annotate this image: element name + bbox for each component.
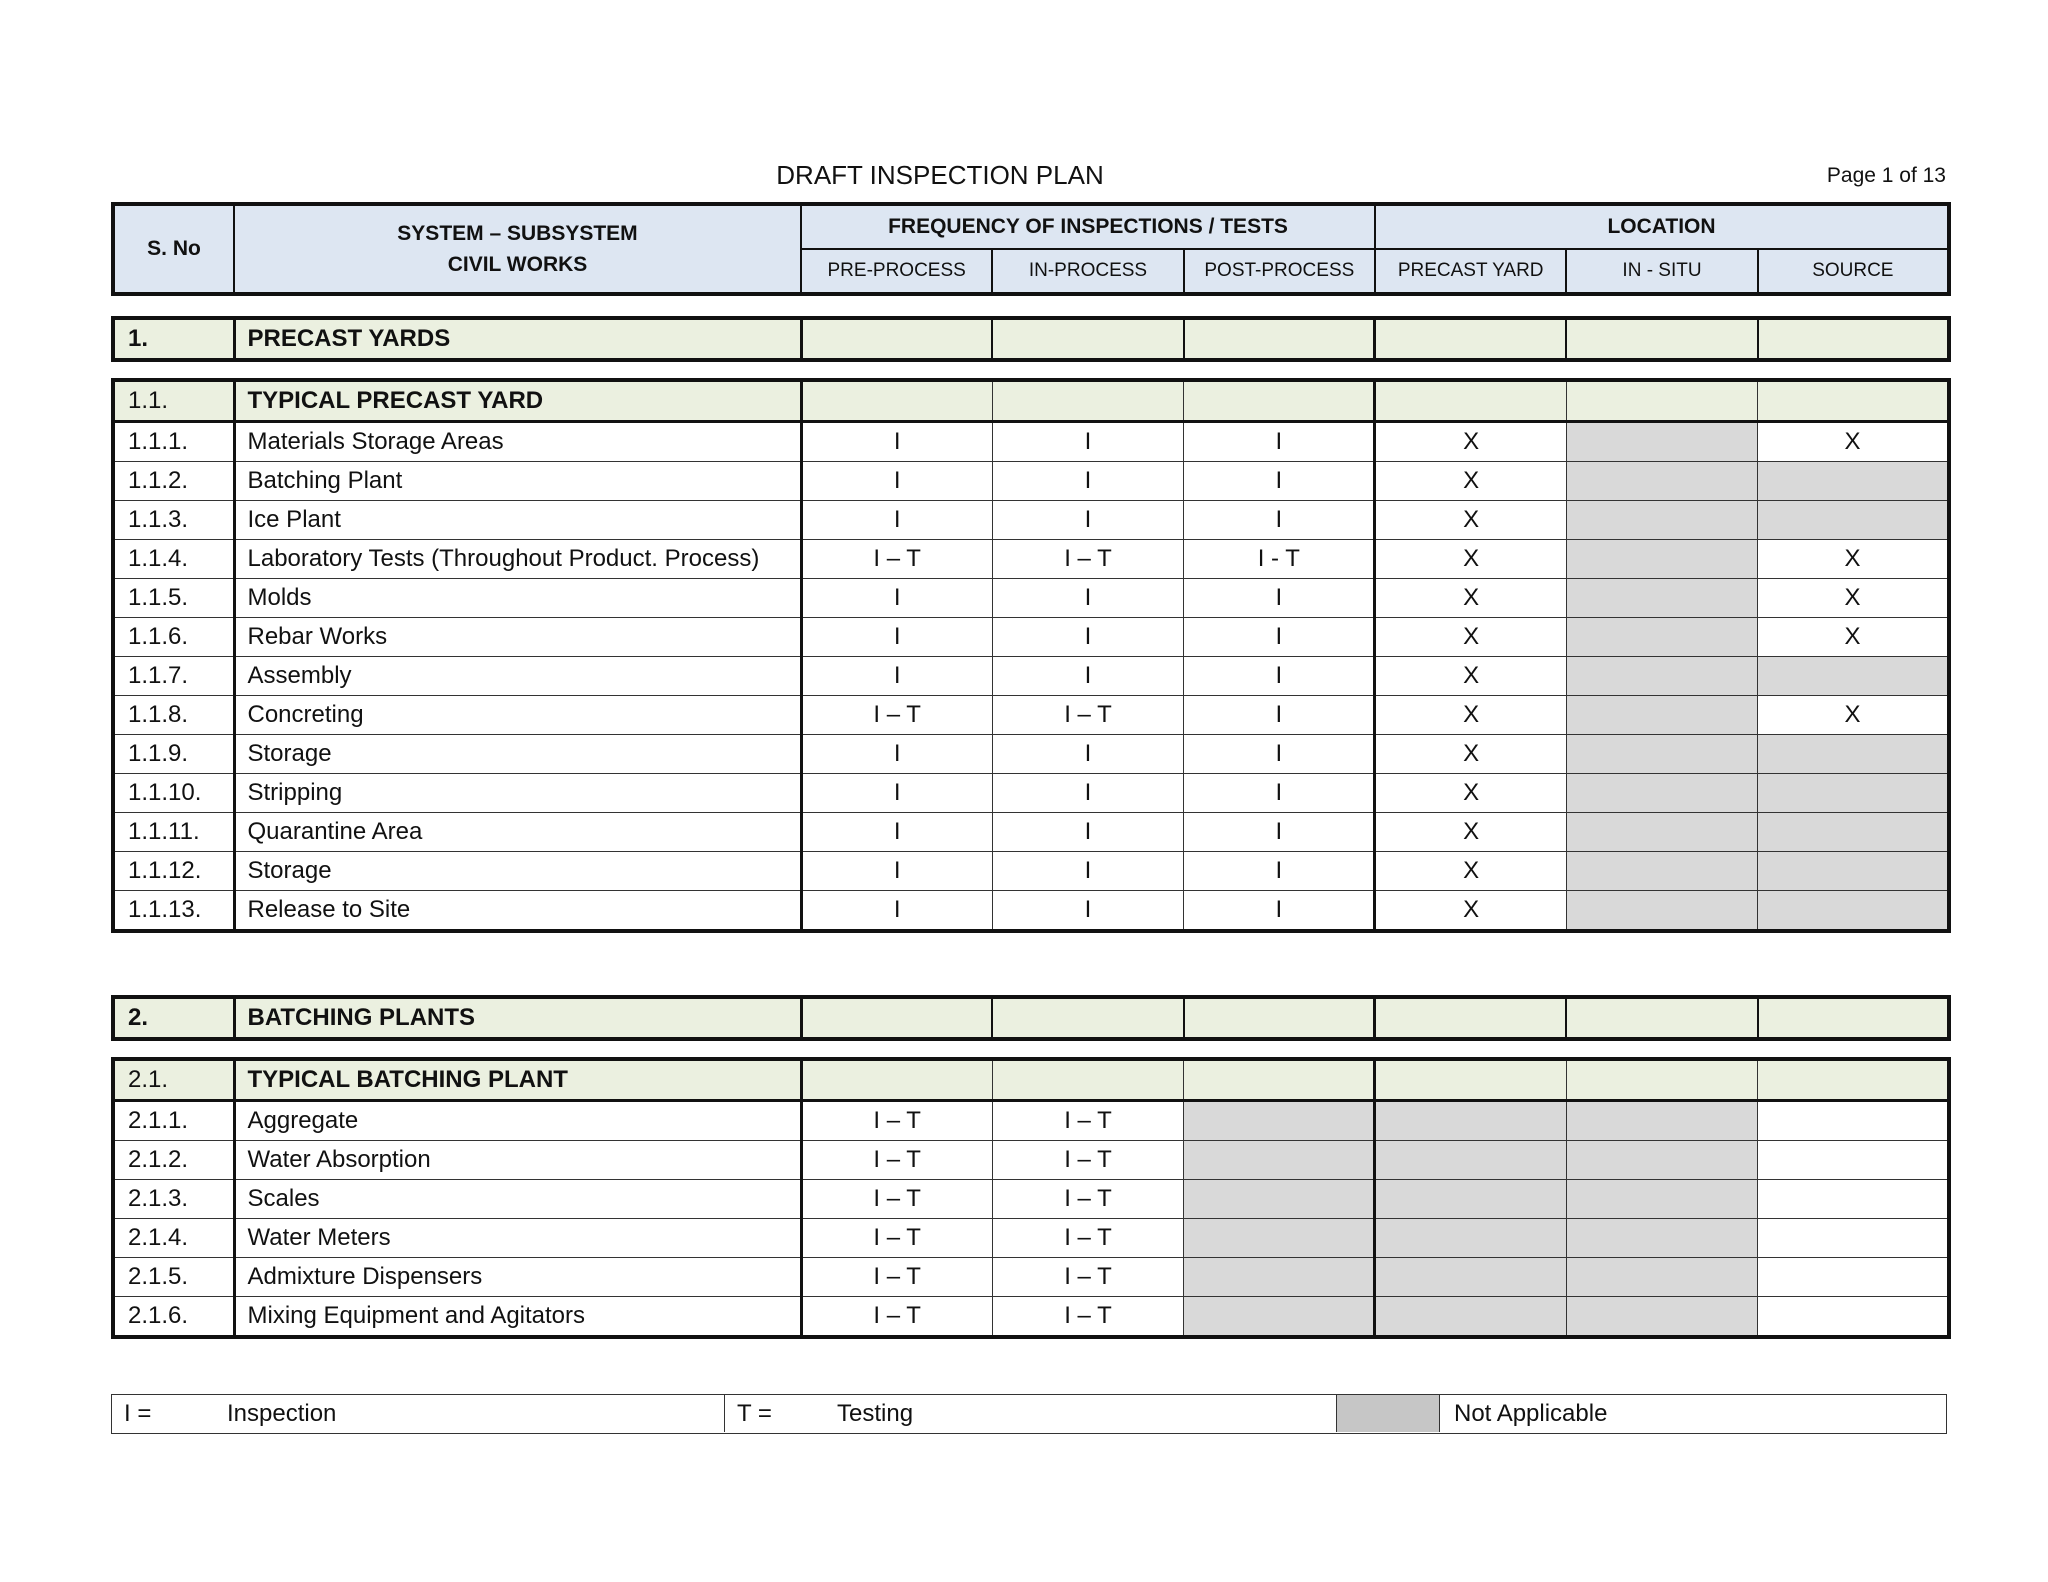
- row-sno: 2.1.6.: [113, 1297, 234, 1338]
- row-sno: 1.1.12.: [113, 852, 234, 891]
- not-applicable-cell: [1375, 1180, 1566, 1219]
- table-row: [113, 1258, 1949, 1297]
- page-number: Page 1 of 13: [1826, 164, 1946, 187]
- row-value: I: [992, 891, 1183, 932]
- subsection-cell: [992, 1059, 1183, 1101]
- row-value: I – T: [992, 540, 1183, 579]
- row-value: I: [801, 774, 992, 813]
- row-sno: 2.1.4.: [113, 1219, 234, 1258]
- row-value: I: [801, 422, 992, 462]
- header-col-precast-yard: PRECAST YARD: [1375, 249, 1566, 294]
- row-value: I: [801, 657, 992, 696]
- table-row: [113, 735, 1949, 774]
- row-value: I: [992, 618, 1183, 657]
- section-2-body-table: [111, 1057, 1951, 1339]
- section-row: [113, 997, 1949, 1039]
- row-value: X: [1375, 422, 1566, 462]
- row-value: X: [1758, 540, 1949, 579]
- not-applicable-cell: [1758, 891, 1949, 932]
- row-value: I: [992, 852, 1183, 891]
- row-value: I – T: [992, 1141, 1183, 1180]
- row-value: I – T: [801, 1141, 992, 1180]
- row-value: I: [992, 774, 1183, 813]
- row-value: I: [1184, 774, 1375, 813]
- not-applicable-cell: [1566, 618, 1757, 657]
- not-applicable-cell: [1566, 1101, 1757, 1141]
- not-applicable-cell: [1184, 1219, 1375, 1258]
- row-value: I – T: [801, 696, 992, 735]
- row-value: X: [1375, 618, 1566, 657]
- not-applicable-cell: [1758, 852, 1949, 891]
- table-row: [113, 540, 1949, 579]
- table-row: [113, 657, 1949, 696]
- row-sno: 1.1.9.: [113, 735, 234, 774]
- row-value: I – T: [992, 1219, 1183, 1258]
- not-applicable-cell: [1566, 1219, 1757, 1258]
- row-name: Mixing Equipment and Agitators: [234, 1297, 801, 1338]
- table-row: [113, 696, 1949, 735]
- row-value: [1758, 1141, 1949, 1180]
- row-value: I – T: [801, 1258, 992, 1297]
- row-sno: 1.1.4.: [113, 540, 234, 579]
- row-value: I – T: [801, 1297, 992, 1338]
- row-value: X: [1375, 891, 1566, 932]
- subsection-title: TYPICAL PRECAST YARD: [234, 380, 801, 422]
- table-row: [113, 1101, 1949, 1141]
- not-applicable-cell: [1758, 735, 1949, 774]
- row-value: I – T: [992, 696, 1183, 735]
- row-value: X: [1375, 696, 1566, 735]
- subsection-cell: [1566, 1059, 1757, 1101]
- row-name: Water Absorption: [234, 1141, 801, 1180]
- table-row: [113, 579, 1949, 618]
- header-system-line2: CIVIL WORKS: [447, 253, 588, 276]
- row-name: Materials Storage Areas: [234, 422, 801, 462]
- row-name: Ice Plant: [234, 501, 801, 540]
- row-sno: 1.1.10.: [113, 774, 234, 813]
- not-applicable-cell: [1566, 1180, 1757, 1219]
- subsection-cell: [801, 1059, 992, 1101]
- row-value: I: [1184, 657, 1375, 696]
- row-value: I: [992, 579, 1183, 618]
- row-value: I: [1184, 696, 1375, 735]
- not-applicable-cell: [1566, 891, 1757, 932]
- row-value: I: [992, 501, 1183, 540]
- row-sno: 1.1.11.: [113, 813, 234, 852]
- document-title: DRAFT INSPECTION PLAN: [776, 160, 1104, 190]
- subsection-row: [113, 1059, 1949, 1101]
- not-applicable-cell: [1566, 696, 1757, 735]
- table-row: [113, 1297, 1949, 1338]
- subsection-cell: [1184, 380, 1375, 422]
- not-applicable-cell: [1758, 657, 1949, 696]
- row-name: Aggregate: [234, 1101, 801, 1141]
- legend-t-key: T =: [737, 1400, 772, 1427]
- row-value: I: [1184, 891, 1375, 932]
- row-value: I: [1184, 501, 1375, 540]
- row-name: Batching Plant: [234, 462, 801, 501]
- row-value: I: [992, 657, 1183, 696]
- not-applicable-cell: [1566, 852, 1757, 891]
- row-value: X: [1375, 774, 1566, 813]
- row-value: I: [1184, 579, 1375, 618]
- subsection-cell: [1758, 1059, 1949, 1101]
- not-applicable-cell: [1566, 1297, 1757, 1338]
- row-value: X: [1375, 735, 1566, 774]
- subsection-number: 2.1.: [113, 1059, 234, 1101]
- row-value: I: [992, 422, 1183, 462]
- row-value: I: [801, 813, 992, 852]
- not-applicable-cell: [1566, 462, 1757, 501]
- legend-i-key: I =: [124, 1400, 152, 1427]
- table-row: [113, 618, 1949, 657]
- not-applicable-cell: [1758, 501, 1949, 540]
- subsection-cell: [1375, 380, 1566, 422]
- not-applicable-cell: [1184, 1141, 1375, 1180]
- row-sno: 2.1.1.: [113, 1101, 234, 1141]
- not-applicable-cell: [1566, 813, 1757, 852]
- row-value: I: [992, 813, 1183, 852]
- section-title: PRECAST YARDS: [234, 318, 801, 360]
- row-name: Rebar Works: [234, 618, 801, 657]
- not-applicable-cell: [1184, 1297, 1375, 1338]
- row-name: Scales: [234, 1180, 801, 1219]
- row-value: I: [1184, 618, 1375, 657]
- row-value: I – T: [992, 1297, 1183, 1338]
- row-value: X: [1375, 852, 1566, 891]
- row-name: Laboratory Tests (Throughout Product. Process): [234, 540, 801, 579]
- row-name: Storage: [234, 735, 801, 774]
- row-value: [1758, 1219, 1949, 1258]
- table-row: [113, 891, 1949, 932]
- header-col-in-process: IN-PROCESS: [992, 249, 1183, 294]
- row-value: I – T: [801, 540, 992, 579]
- section-1-table: [111, 316, 1951, 362]
- row-value: I: [1184, 735, 1375, 774]
- row-value: I: [801, 891, 992, 932]
- section-title: BATCHING PLANTS: [234, 997, 801, 1039]
- row-name: Quarantine Area: [234, 813, 801, 852]
- row-value: I – T: [992, 1101, 1183, 1141]
- not-applicable-cell: [1566, 1141, 1757, 1180]
- row-name: Water Meters: [234, 1219, 801, 1258]
- row-value: I: [1184, 813, 1375, 852]
- row-value: [1758, 1180, 1949, 1219]
- table-row: [113, 1141, 1949, 1180]
- legend-divider: [724, 1395, 725, 1432]
- row-name: Molds: [234, 579, 801, 618]
- subsection-title: TYPICAL BATCHING PLANT: [234, 1059, 801, 1101]
- row-value: [1758, 1101, 1949, 1141]
- not-applicable-cell: [1566, 540, 1757, 579]
- legend-i-value: Inspection: [227, 1400, 337, 1427]
- row-value: I – T: [992, 1180, 1183, 1219]
- row-value: X: [1758, 618, 1949, 657]
- row-value: I - T: [1184, 540, 1375, 579]
- subsection-number: 1.1.: [113, 380, 234, 422]
- row-sno: 1.1.13.: [113, 891, 234, 932]
- header-col-post-process: POST-PROCESS: [1184, 249, 1375, 294]
- row-value: I: [1184, 462, 1375, 501]
- table-row: [113, 1219, 1949, 1258]
- not-applicable-cell: [1566, 735, 1757, 774]
- header-sno: S. No: [113, 204, 234, 294]
- row-value: [1758, 1258, 1949, 1297]
- not-applicable-cell: [1758, 774, 1949, 813]
- row-sno: 1.1.2.: [113, 462, 234, 501]
- row-value: [1758, 1297, 1949, 1338]
- row-value: I: [801, 462, 992, 501]
- subsection-cell: [801, 380, 992, 422]
- header-col-source: SOURCE: [1758, 249, 1949, 294]
- header-system-line1: SYSTEM – SUBSYSTEM: [397, 222, 638, 245]
- row-name: Assembly: [234, 657, 801, 696]
- table-row: [113, 852, 1949, 891]
- row-value: I – T: [992, 1258, 1183, 1297]
- row-value: I – T: [801, 1180, 992, 1219]
- table-row: [113, 774, 1949, 813]
- not-applicable-cell: [1184, 1258, 1375, 1297]
- row-value: X: [1375, 657, 1566, 696]
- legend: [111, 1394, 1947, 1434]
- row-sno: 1.1.1.: [113, 422, 234, 462]
- subsection-cell: [1758, 380, 1949, 422]
- row-value: X: [1375, 501, 1566, 540]
- table-row: [113, 501, 1949, 540]
- not-applicable-cell: [1375, 1141, 1566, 1180]
- not-applicable-cell: [1375, 1101, 1566, 1141]
- row-value: I: [801, 618, 992, 657]
- not-applicable-cell: [1758, 813, 1949, 852]
- table-row: [113, 462, 1949, 501]
- row-value: I: [801, 852, 992, 891]
- row-name: Admixture Dispensers: [234, 1258, 801, 1297]
- header-frequency: FREQUENCY OF INSPECTIONS / TESTS: [801, 204, 1375, 249]
- row-name: Stripping: [234, 774, 801, 813]
- table-row: [113, 813, 1949, 852]
- header-col-pre-process: PRE-PROCESS: [801, 249, 992, 294]
- not-applicable-cell: [1184, 1180, 1375, 1219]
- not-applicable-cell: [1184, 1101, 1375, 1141]
- row-value: I – T: [801, 1219, 992, 1258]
- subsection-cell: [1566, 380, 1757, 422]
- table-row: [113, 1180, 1949, 1219]
- row-value: X: [1375, 540, 1566, 579]
- row-name: Release to Site: [234, 891, 801, 932]
- subsection-cell: [992, 380, 1183, 422]
- not-applicable-cell: [1375, 1297, 1566, 1338]
- row-value: X: [1375, 579, 1566, 618]
- header-col-in-situ: IN - SITU: [1566, 249, 1757, 294]
- not-applicable-cell: [1758, 462, 1949, 501]
- not-applicable-cell: [1375, 1258, 1566, 1297]
- not-applicable-cell: [1566, 1258, 1757, 1297]
- section-1-body-table: [111, 378, 1951, 933]
- header-location: LOCATION: [1375, 204, 1949, 249]
- section-row: [113, 318, 1949, 360]
- row-sno: 1.1.5.: [113, 579, 234, 618]
- section-2-table: [111, 995, 1951, 1041]
- legend-t-value: Testing: [837, 1400, 914, 1427]
- table-row: [113, 422, 1949, 462]
- row-sno: 2.1.5.: [113, 1258, 234, 1297]
- row-value: X: [1758, 696, 1949, 735]
- not-applicable-cell: [1566, 657, 1757, 696]
- row-name: Concreting: [234, 696, 801, 735]
- header-system: [234, 204, 801, 294]
- section-number: 1.: [113, 318, 234, 360]
- row-value: X: [1758, 422, 1949, 462]
- row-value: I: [801, 579, 992, 618]
- row-sno: 1.1.8.: [113, 696, 234, 735]
- not-applicable-cell: [1566, 774, 1757, 813]
- row-value: X: [1375, 462, 1566, 501]
- row-name: Storage: [234, 852, 801, 891]
- row-value: I: [801, 501, 992, 540]
- row-value: I: [1184, 422, 1375, 462]
- not-applicable-cell: [1375, 1219, 1566, 1258]
- subsection-cell: [1184, 1059, 1375, 1101]
- row-value: I: [801, 735, 992, 774]
- row-sno: 1.1.7.: [113, 657, 234, 696]
- legend-na-label: Not Applicable: [1454, 1400, 1608, 1427]
- subsection-row: [113, 380, 1949, 422]
- legend-na-swatch: [1336, 1395, 1440, 1432]
- row-sno: 2.1.3.: [113, 1180, 234, 1219]
- row-sno: 1.1.3.: [113, 501, 234, 540]
- not-applicable-cell: [1566, 422, 1757, 462]
- header-table: [111, 202, 1951, 296]
- row-value: I – T: [801, 1101, 992, 1141]
- subsection-cell: [1375, 1059, 1566, 1101]
- row-value: X: [1375, 813, 1566, 852]
- row-value: I: [992, 735, 1183, 774]
- row-value: I: [992, 462, 1183, 501]
- not-applicable-cell: [1566, 501, 1757, 540]
- row-value: I: [1184, 852, 1375, 891]
- row-value: X: [1758, 579, 1949, 618]
- section-number: 2.: [113, 997, 234, 1039]
- row-sno: 2.1.2.: [113, 1141, 234, 1180]
- not-applicable-cell: [1566, 579, 1757, 618]
- row-sno: 1.1.6.: [113, 618, 234, 657]
